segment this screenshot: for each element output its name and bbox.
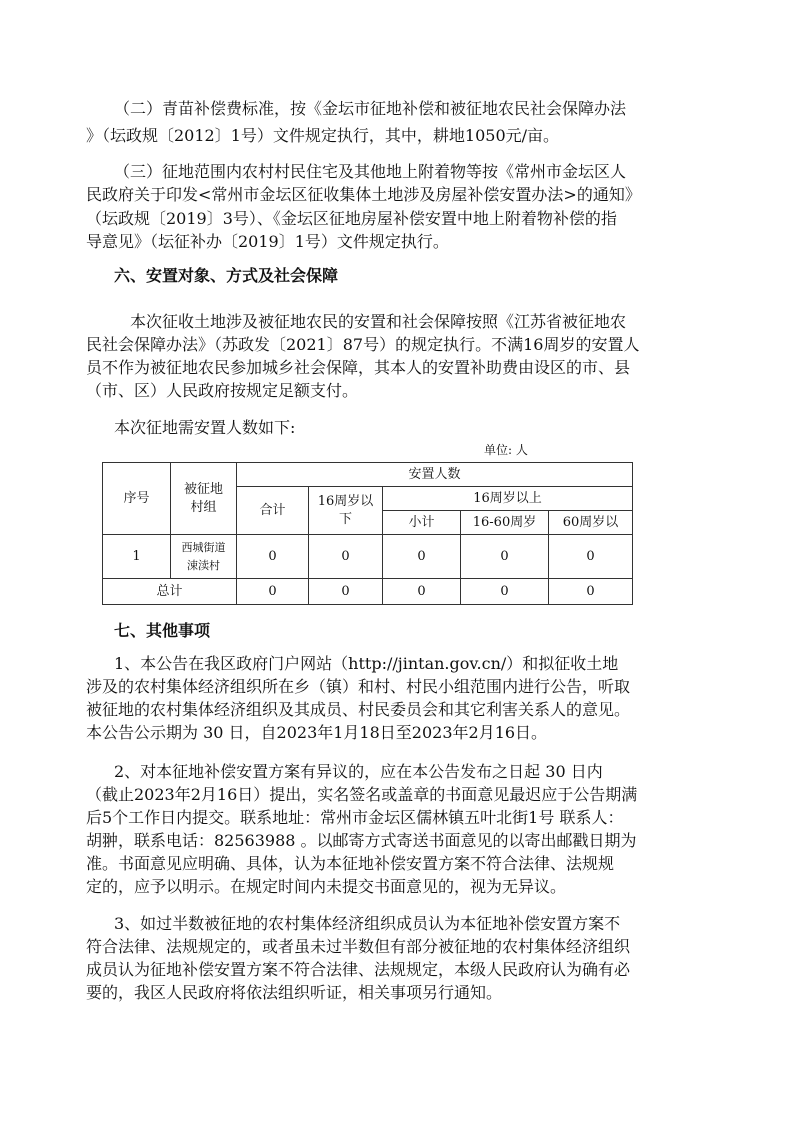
paragraph-line: 本次征收土地涉及被征地农民的安置和社会保障按照《江苏省被征地农 xyxy=(130,312,627,331)
header-village: 被征地 村组 xyxy=(171,463,237,535)
placement-table xyxy=(102,462,633,605)
unit-label: 单位: 人 xyxy=(484,443,528,457)
cell-total: 0 xyxy=(237,535,309,579)
sum-label: 总计 xyxy=(103,579,237,605)
paragraph-line: （坛政规〔2019〕3号）、《金坛区征地房屋补偿安置中地上附着物补偿的指 xyxy=(86,209,617,228)
cell-village: 西城街道 涑渎村 xyxy=(171,535,237,579)
table-intro: 本次征地需安置人数如下: xyxy=(114,418,296,437)
cell-60plus: 0 xyxy=(549,535,633,579)
paragraph-line: （市、区）人民政府按规定足额支付。 xyxy=(86,381,359,400)
paragraph-line: 导意见》（坛征补办〔2019〕1号）文件规定执行。 xyxy=(86,232,449,251)
paragraph-line: （二）青苗补偿费标准，按《金坛市征地补偿和被征地农民社会保障办法 xyxy=(114,99,627,118)
paragraph-line: 2、对本征地补偿安置方案有异议的，应在本公告发布之日起 30 日内 xyxy=(114,762,603,781)
cell-subtotal: 0 xyxy=(383,535,461,579)
header-16-60: 16-60周岁 xyxy=(461,511,549,535)
section-heading: 六、安置对象、方式及社会保障 xyxy=(114,266,339,285)
paragraph-line: 后5个工作日内提交。联系地址：常州市金坛区儒林镇五叶北街1号 联系人： xyxy=(86,808,624,827)
paragraph-line: 员不作为被征地农民参加城乡社会保障，其本人的安置补助费由设区的市、县 xyxy=(86,358,631,377)
paragraph-line: （三）征地范围内农村村民住宅及其他地上附着物等按《常州市金坛区人 xyxy=(114,162,627,181)
header-placement: 安置人数 xyxy=(237,463,633,487)
paragraph-line: 准。书面意见应明确、具体，认为本征地补偿安置方案不符合法律、法规规 xyxy=(86,854,615,873)
header-over16: 16周岁以上 xyxy=(383,487,633,511)
cell-under16: 0 xyxy=(309,535,383,579)
table-row xyxy=(103,535,633,579)
sum-subtotal: 0 xyxy=(383,579,461,605)
paragraph-line: 3、如过半数被征地的农村集体经济组织成员认为本征地补偿安置方案不 xyxy=(114,914,621,933)
cell-16-60: 0 xyxy=(461,535,549,579)
paragraph-line: 民政府关于印发<常州市金坛区征收集体土地涉及房屋补偿安置办法>的通知》 xyxy=(86,185,641,204)
paragraph-line: 定的，应予以明示。在规定时间内未提交书面意见的，视为无异议。 xyxy=(86,877,567,896)
paragraph-line: 本公告公示期为 30 日，自2023年1月18日至2023年2月16日。 xyxy=(86,723,548,742)
paragraph-line: 胡翀，联系电话：82563988 。以邮寄方式寄送书面意见的以寄出邮戳日期为 xyxy=(86,831,637,850)
header-60plus: 60周岁以 xyxy=(549,511,633,535)
paragraph-line: 1、本公告在我区政府门户网站（http://jintan.gov.cn/）和拟征收土地 xyxy=(114,654,619,673)
paragraph-line: 民社会保障办法》（苏政发〔2021〕87号）的规定执行。不满16周岁的安置人 xyxy=(86,335,640,354)
cell-seq: 1 xyxy=(103,535,171,579)
paragraph-line: 成员认为征地补偿安置方案不符合法律、法规规定，本级人民政府认为确有必 xyxy=(86,960,631,979)
sum-60plus: 0 xyxy=(549,579,633,605)
paragraph-line: 涉及的农村集体经济组织所在乡（镇）和村、村民小组范围内进行公告，听取 xyxy=(86,677,631,696)
header-under16: 16周岁以 下 xyxy=(309,487,383,535)
paragraph-line: （截止2023年2月16日）提出，实名签名或盖章的书面意见最迟应于公告期满 xyxy=(86,785,638,804)
sum-total: 0 xyxy=(237,579,309,605)
paragraph-line: 符合法律、法规规定的，或者虽未过半数但有部分被征地的农村集体经济组织 xyxy=(86,937,631,956)
paragraph-line: 被征地的农村集体经济组织及其成员、村民委员会和其它利害关系人的意见。 xyxy=(86,700,631,719)
header-subtotal: 小计 xyxy=(383,511,461,535)
paragraph-line: 要的，我区人民政府将依法组织听证，相关事项另行通知。 xyxy=(86,983,503,1002)
header-total: 合计 xyxy=(237,487,309,535)
paragraph-line: 》（坛政规〔2012〕1号）文件规定执行，其中，耕地1050元/亩。 xyxy=(86,126,560,145)
sum-under16: 0 xyxy=(309,579,383,605)
header-seq: 序号 xyxy=(103,463,171,535)
sum-16-60: 0 xyxy=(461,579,549,605)
section-heading: 七、其他事项 xyxy=(114,621,211,640)
table-sum-row xyxy=(103,579,633,605)
